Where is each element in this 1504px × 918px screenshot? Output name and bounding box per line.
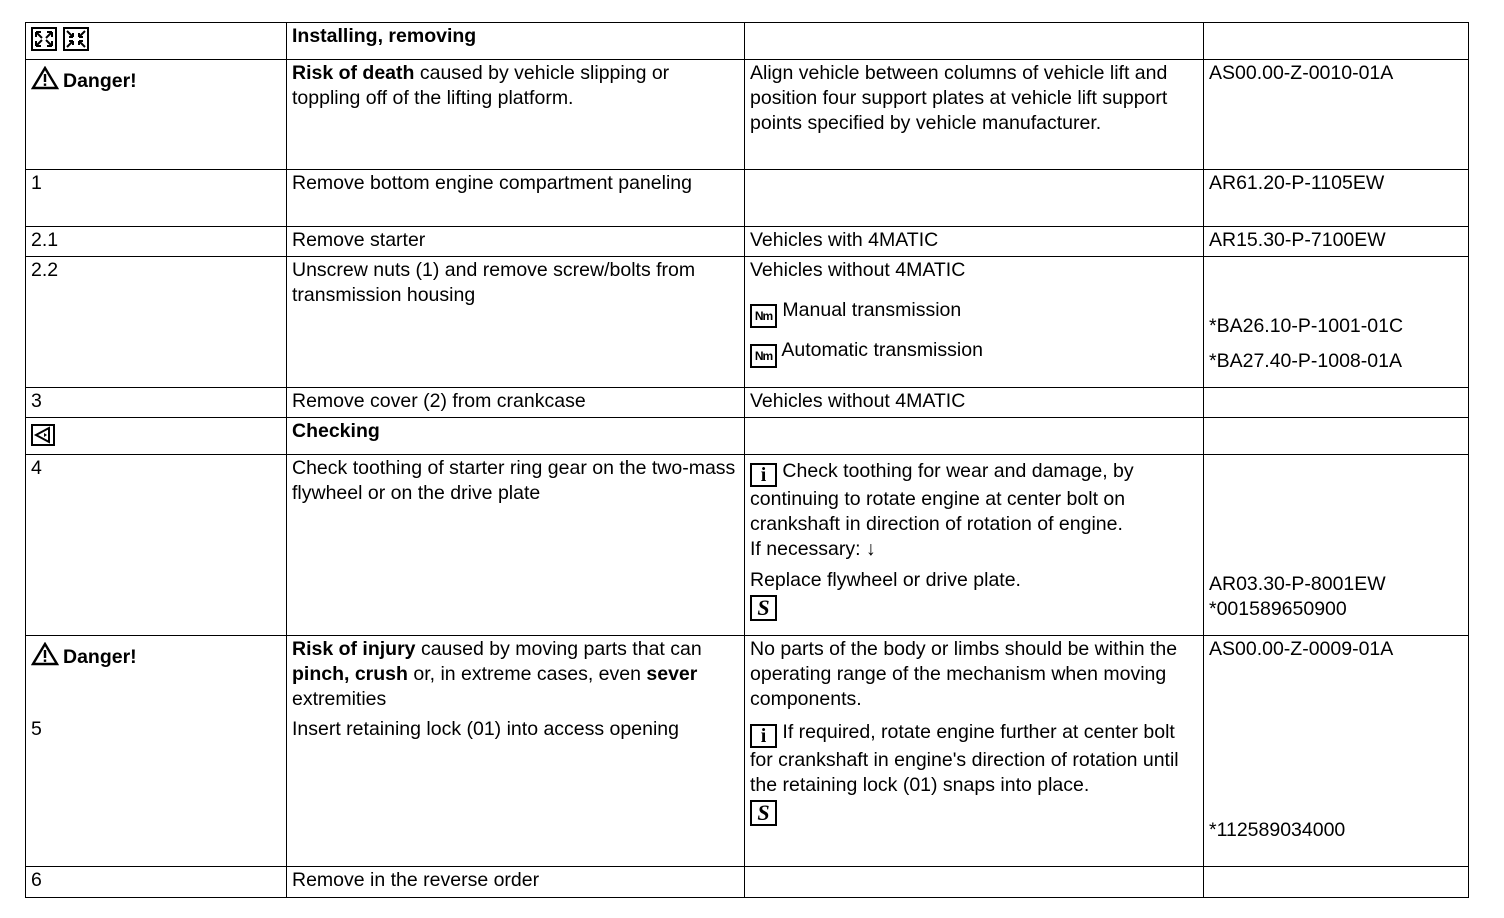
step-number: 6 [26,867,287,898]
note-text: Check toothing for wear and damage, by continuing to rotate engine at center bolt on crankshaft in direction of rotation of engine. [750,460,1134,535]
table-row [26,257,1469,388]
table-row [26,418,1469,455]
section-title: Checking [287,418,745,455]
step-number: 4 [26,455,287,636]
tool-number[interactable]: *001589650900 [1209,598,1347,620]
step-text: Remove in the reverse order [287,867,745,898]
table-row [26,60,1469,170]
step-number: 5 [31,718,42,740]
step-text: Remove cover (2) from crankcase [287,388,745,418]
condition-text: Vehicles without 4MATIC [750,259,966,281]
note-text: If necessary: [750,538,861,560]
step-text: Remove starter [287,227,745,257]
section-title: Installing, removing [287,23,745,60]
risk-title: Risk of injury [292,638,416,660]
warning-icon [31,66,59,97]
table-row [26,170,1469,227]
reference-link[interactable]: *BA27.40-P-1008-01A [1209,350,1402,372]
manual-transmission-label: Manual transmission [782,299,962,321]
special-tool-icon: S [750,800,777,826]
collapse-icon [63,27,89,51]
tool-number[interactable]: *112589034000 [1209,819,1346,841]
condition-text: Vehicles without 4MATIC [745,388,1204,418]
step-text: Remove bottom engine compartment paneling [287,170,745,227]
table-row [26,388,1469,418]
note-text: No parts of the body or limbs should be within the operating range of the mechanism when moving components. [750,638,1178,710]
check-arrow-icon [31,424,55,446]
reference-link[interactable]: *BA26.10-P-1001-01C [1209,315,1404,337]
reference-link[interactable]: AR15.30-P-7100EW [1204,227,1469,257]
step-number: 2.2 [26,257,287,388]
step-text: Insert retaining lock (01) into access opening [292,718,679,740]
risk-text: caused by vehicle slipping or toppling off of the lifting platform. [292,62,670,109]
table-row: Danger! 5 Risk of injury caused by moving parts that can pinch, crush or, in extreme cases, even sever extremities Insert retaining lock (01) into access opening No parts of the body or limbs should be within the operating range of the mechanism when moving components. i If required, rotate engine further at center bolt for crankshaft in engine's direction of rotation until the retaining lock (01) snaps into place. S AS00.00-Z-0009-01A *112589034000 [26,636,1469,867]
torque-icon: Nm [750,304,777,328]
step-number: 3 [26,388,287,418]
info-icon: i [750,724,777,748]
note-text: Replace flywheel or drive plate. [750,569,1021,591]
table-row [26,227,1469,257]
torque-icon: Nm [750,344,777,368]
reference-link[interactable]: AR03.30-P-8001EW [1209,573,1386,595]
note-text: Align vehicle between columns of vehicle lift and position four support plates at vehicle lift support points specified by vehicle manufacturer. [745,60,1204,170]
risk-title: Risk of death [292,62,415,84]
reference-link[interactable]: AR61.20-P-1105EW [1204,170,1469,227]
danger-label: Danger! [63,646,137,668]
note-text: If required, rotate engine further at center bolt for crankshaft in engine's direction of rotation until the retaining lock (01) snaps into place. [750,721,1179,796]
reference-link[interactable]: AS00.00-Z-0009-01A [1209,638,1394,660]
reference-link[interactable]: AS00.00-Z-0010-01A [1204,60,1469,170]
step-number: 2.1 [26,227,287,257]
step-text: Check toothing of starter ring gear on the two-mass flywheel or on the drive plate [287,455,745,636]
danger-label: Danger! [63,70,137,92]
warning-icon [31,642,59,673]
procedure-table [25,22,1469,898]
special-tool-icon: S [750,595,777,621]
step-number: 1 [26,170,287,227]
table-row [26,23,1469,60]
expand-icon [31,27,57,51]
table-row [26,867,1469,898]
down-arrow-icon: ↓ [865,538,876,560]
cell-icons [26,23,287,60]
automatic-transmission-label: Automatic transmission [781,339,983,361]
condition-text: Vehicles with 4MATIC [745,227,1204,257]
table-row [26,455,1469,636]
info-icon: i [750,463,777,487]
step-text: Unscrew nuts (1) and remove screw/bolts from transmission housing [287,257,745,388]
